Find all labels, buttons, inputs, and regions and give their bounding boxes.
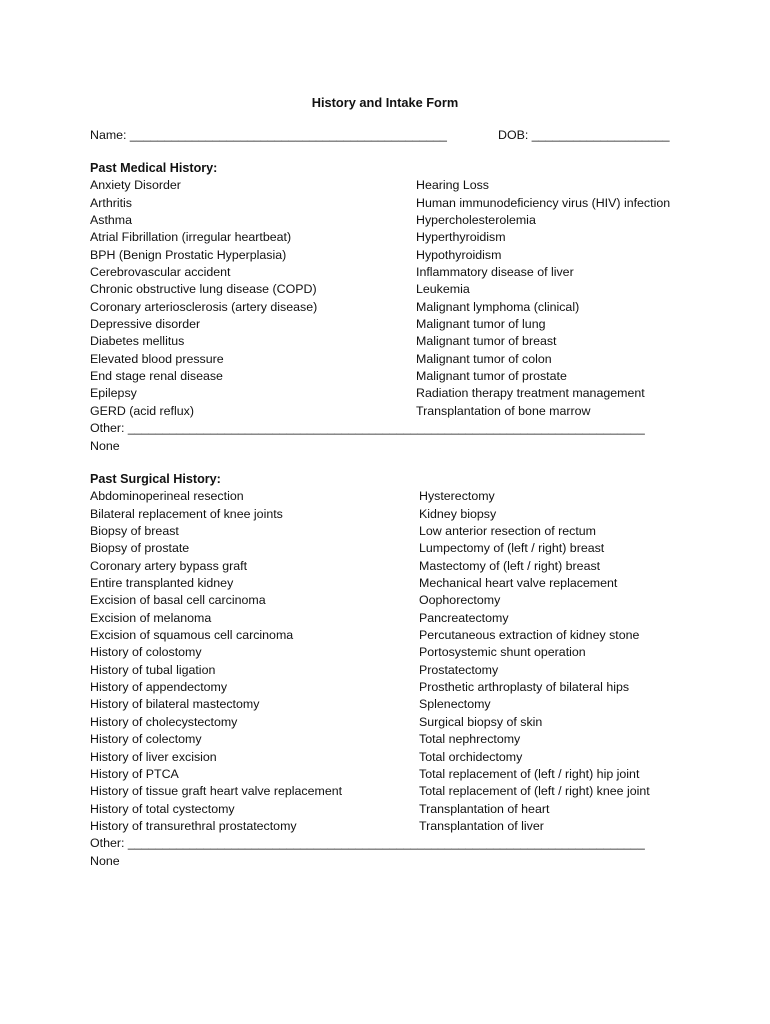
medical-none-option[interactable]: None [90, 438, 120, 453]
list-item[interactable]: Biopsy of breast [90, 524, 179, 539]
medical-history-heading: Past Medical History: [90, 161, 218, 175]
list-item[interactable]: End stage renal disease [90, 369, 223, 384]
list-item[interactable]: Splenectomy [419, 697, 491, 712]
list-item[interactable]: Diabetes mellitus [90, 334, 185, 349]
list-item[interactable]: Kidney biopsy [419, 506, 497, 521]
list-item[interactable]: Oophorectomy [419, 593, 501, 608]
list-item[interactable]: History of cholecystectomy [90, 714, 238, 729]
list-item[interactable]: Hypercholesterolemia [416, 213, 536, 228]
list-item[interactable]: Mastectomy of (left / right) breast [419, 558, 601, 573]
list-item[interactable]: Prostatectomy [419, 662, 499, 677]
surgical-none-option[interactable]: None [90, 853, 120, 868]
list-item[interactable]: Excision of melanoma [90, 610, 212, 625]
list-item[interactable]: Anxiety Disorder [90, 178, 181, 193]
list-item[interactable]: Total nephrectomy [419, 732, 521, 747]
list-item[interactable]: Malignant tumor of colon [416, 351, 552, 366]
medical-other-field-line[interactable]: Other: ___________________________________________________________________________ [90, 421, 645, 436]
list-item[interactable]: Lumpectomy of (left / right) breast [419, 541, 605, 556]
list-item[interactable]: Human immunodeficiency virus (HIV) infection [416, 195, 671, 210]
list-item[interactable]: Malignant tumor of lung [416, 317, 546, 332]
past-medical-history-section [90, 160, 690, 455]
list-item[interactable]: Excision of basal cell carcinoma [90, 593, 266, 608]
list-item[interactable]: History of tubal ligation [90, 662, 216, 677]
list-item[interactable]: Chronic obstructive lung disease (COPD) [90, 282, 317, 297]
list-item[interactable]: Leukemia [416, 282, 470, 297]
list-item[interactable]: Transplantation of liver [419, 818, 544, 833]
list-item[interactable]: Percutaneous extraction of kidney stone [419, 628, 640, 643]
surgical-history-heading: Past Surgical History: [90, 472, 221, 486]
list-item[interactable]: Coronary arteriosclerosis (artery disease) [90, 299, 318, 314]
list-item[interactable]: Total replacement of (left / right) knee joint [419, 784, 650, 799]
list-item[interactable]: Coronary artery bypass graft [90, 558, 248, 573]
list-item[interactable]: Mechanical heart valve replacement [419, 576, 618, 591]
list-item[interactable]: Pancreatectomy [419, 610, 509, 625]
list-item[interactable]: History of bilateral mastectomy [90, 697, 260, 712]
list-item[interactable]: Malignant tumor of prostate [416, 369, 567, 384]
list-item[interactable]: Atrial Fibrillation (irregular heartbeat) [90, 230, 292, 245]
list-item[interactable]: Excision of squamous cell carcinoma [90, 628, 294, 643]
list-item[interactable]: History of PTCA [90, 766, 179, 781]
form-title: History and Intake Form [311, 95, 459, 110]
medical-history-columns [90, 177, 690, 420]
list-item[interactable]: Abdominoperineal resection [90, 489, 244, 504]
surgical-history-left-column [90, 488, 410, 835]
surgical-history-right-column [419, 488, 719, 835]
list-item[interactable]: BPH (Benign Prostatic Hyperplasia) [90, 247, 287, 262]
list-item[interactable]: Bilateral replacement of knee joints [90, 506, 283, 521]
list-item[interactable]: Biopsy of prostate [90, 541, 190, 556]
list-item[interactable]: History of total cystectomy [90, 801, 235, 816]
list-item[interactable]: Asthma [90, 213, 133, 228]
list-item[interactable]: Inflammatory disease of liver [416, 265, 574, 280]
list-item[interactable]: Cerebrovascular accident [90, 265, 231, 280]
list-item[interactable]: Low anterior resection of rectum [419, 524, 596, 539]
list-item[interactable]: Radiation therapy treatment management [416, 386, 645, 401]
list-item[interactable]: Transplantation of heart [419, 801, 550, 816]
list-item[interactable]: History of colectomy [90, 732, 202, 747]
list-item[interactable]: Hysterectomy [419, 489, 495, 504]
list-item[interactable]: Surgical biopsy of skin [419, 714, 543, 729]
list-item[interactable]: Hearing Loss [416, 178, 490, 193]
list-item[interactable]: Hypothyroidism [416, 247, 502, 262]
list-item[interactable]: Prosthetic arthroplasty of bilateral hips [419, 680, 630, 695]
list-item[interactable]: GERD (acid reflux) [90, 403, 194, 418]
surgical-other-field-line[interactable]: Other: ___________________________________________________________________________ [90, 836, 645, 851]
name-dob-row [90, 127, 690, 144]
past-surgical-history-section [90, 471, 690, 870]
list-item[interactable]: Arthritis [90, 195, 132, 210]
list-item[interactable]: History of liver excision [90, 749, 217, 764]
name-field-line[interactable]: Name: ______________________________________________ [90, 128, 447, 142]
list-item[interactable]: History of colostomy [90, 645, 202, 660]
list-item[interactable]: Transplantation of bone marrow [416, 403, 591, 418]
medical-history-right-column [416, 177, 716, 420]
list-item[interactable]: Depressive disorder [90, 317, 201, 332]
list-item[interactable]: Total replacement of (left / right) hip joint [419, 766, 640, 781]
list-item[interactable]: Epilepsy [90, 386, 137, 401]
list-item[interactable]: Malignant lymphoma (clinical) [416, 299, 580, 314]
list-item[interactable]: Elevated blood pressure [90, 351, 224, 366]
surgical-history-columns [90, 488, 690, 835]
list-item[interactable]: Malignant tumor of breast [416, 334, 557, 349]
medical-history-left-column [90, 177, 410, 420]
dob-field-line[interactable]: DOB: ____________________ [498, 128, 670, 142]
list-item[interactable]: History of appendectomy [90, 680, 228, 695]
list-item[interactable]: History of transurethral prostatectomy [90, 818, 297, 833]
list-item[interactable]: Hyperthyroidism [416, 230, 506, 245]
list-item[interactable]: Total orchidectomy [419, 749, 523, 764]
list-item[interactable]: Entire transplanted kidney [90, 576, 234, 591]
list-item[interactable]: History of tissue graft heart valve replacement [90, 784, 343, 799]
list-item[interactable]: Portosystemic shunt operation [419, 645, 586, 660]
